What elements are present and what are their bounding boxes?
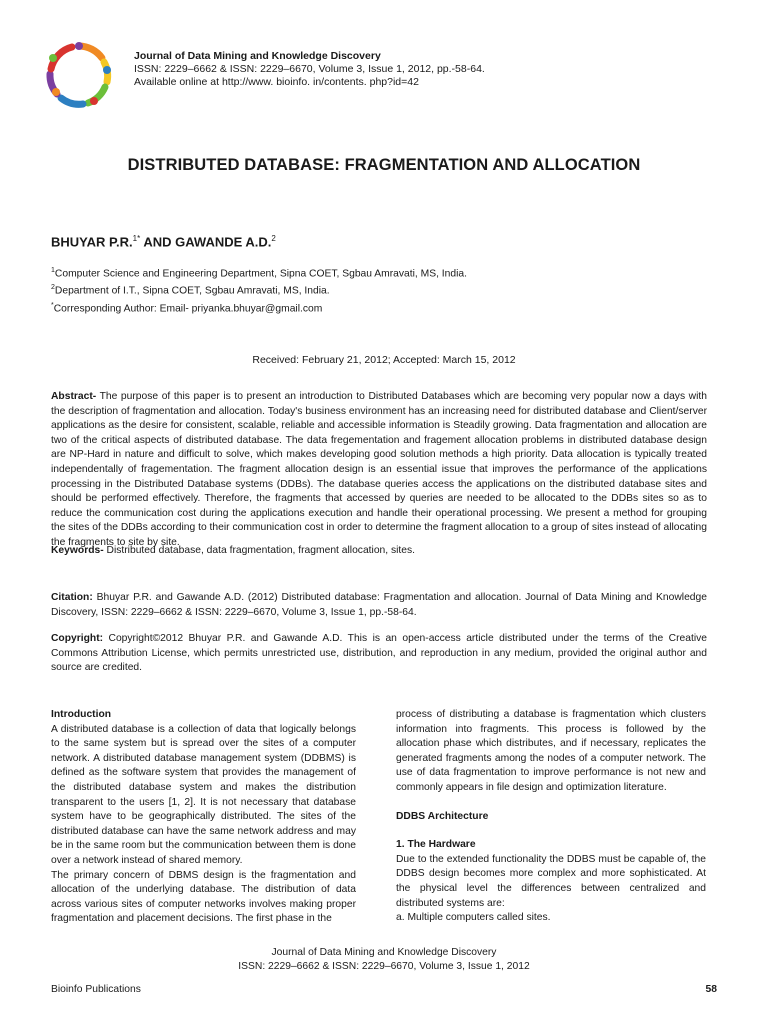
introduction-paragraph-1: A distributed database is a collection of data that logically belongs to the same system but is spread over the sites of a computer network. A distributed database management system (DDBMS) is defined as the software system that provides the management of the distributed database system and makes the distribution transparent to the users [1, 2]. It is not necessary that database system have to be geographically distributed. The sites of the distributed database can have the same network address and may be in the same room but the communication between them is done over a network instead of shared memory. xyxy=(51,723,356,866)
keywords xyxy=(51,544,707,559)
journal-name: Journal of Data Mining and Knowledge Discovery xyxy=(134,50,381,62)
left-column xyxy=(51,708,356,927)
affiliation-1-text: Computer Science and Engineering Department, Sipna COET, Sgbau Amravati, MS, India. xyxy=(54,268,467,280)
journal-logo xyxy=(44,40,114,110)
received-dates: Received: February 21, 2012; Accepted: March 15, 2012 xyxy=(252,354,516,366)
hardware-subheading: 1. The Hardware xyxy=(396,839,476,851)
affiliations xyxy=(51,264,467,316)
introduction-heading: Introduction xyxy=(51,709,112,720)
paper-title: DISTRIBUTED DATABASE: FRAGMENTATION AND ALLOCATION xyxy=(127,156,641,174)
journal-header xyxy=(134,50,734,89)
hardware-paragraph: Due to the extended functionality the DDBS must be capable of, the DDBS design becomes more complex and more sophisticated. At the physical level the differences between centralized and distributed systems are: xyxy=(396,853,706,909)
keywords-label: Keywords- xyxy=(51,545,104,556)
ddbs-architecture-heading: DDBS Architecture xyxy=(396,810,489,822)
corresponding-author xyxy=(51,299,467,316)
author-2-sup: 2 xyxy=(271,234,276,243)
right-column xyxy=(396,708,706,926)
list-item-a: a. Multiple computers called sites. xyxy=(396,912,551,924)
journal-issn: ISSN: 2229–6662 & ISSN: 2229–6670, Volume 3, Issue 1, 2012, pp.-58-64. xyxy=(134,63,485,75)
authors-and: AND xyxy=(140,234,176,250)
authors xyxy=(51,234,276,249)
abstract xyxy=(51,390,707,551)
author-2: GAWANDE A.D. xyxy=(175,234,272,250)
introduction-paragraph-2: The primary concern of DBMS design is the fragmentation and allocation of the underlying database. The distribution of data across various sites of computer networks involves making proper fragmentation and placement decisions. The first phase in the xyxy=(51,869,356,925)
footer-journal-name: Journal of Data Mining and Knowledge Discovery xyxy=(271,947,497,958)
affiliation-1 xyxy=(51,264,467,281)
citation-text: Bhuyar P.R. and Gawande A.D. (2012) Distributed database: Fragmentation and allocation. Journal of Data Mining and Knowledge Discovery, ISSN: 2229–6662 & ISSN: 2229–6670, Volume 3, Issue 1, pp.-58-64. xyxy=(51,592,707,618)
affiliation-2-sup: 2 xyxy=(51,284,55,292)
abstract-text: The purpose of this paper is to present an introduction to Distributed Databases which are becoming very popular now a days with the description of fragmentation and allocation. Today's business environment has an increasing need for distributed database and Client/server applications as the desire for consistent, scalable, reliable and accessible information is Steadily growing. Data fragmentation and allocation are two of the critical aspects of distributed database. The data fregementation and fragement allocation problems in distributed database design are NP-Hard in nature and difficult to solve, which makes developing good solution methods a high priority. Data allocation is typically treated independentally of fragementation. The fragment allocation design is an essential issue that improves the performance of the applications processing in the Distributed Database systems (DDBs). The database queries access the applications on the distributed database sites and should be performed effectively. Therefore, the fragments that accessed by queries are needed to be allocated to the DDBs sites so as to reduce the communication cost during the applications execution and handle their operational processing. We present a method for grouping the sites of the DDBs according to their communication cost in order to determine the fragment allocation to a group of sites instead of allocating the fragments to site by site. xyxy=(51,391,707,548)
journal-online-link[interactable]: Available online at http://www. bioinfo. in/contents. php?id=42 xyxy=(134,76,419,88)
publisher: Bioinfo Publications xyxy=(51,984,141,995)
affiliation-2-text: Department of I.T., Sipna COET, Sgbau Amravati, MS, India. xyxy=(54,285,330,297)
affiliation-2 xyxy=(51,281,467,298)
copyright xyxy=(51,632,707,676)
corresponding-sup: * xyxy=(51,301,54,309)
abstract-label: Abstract- xyxy=(51,391,97,402)
citation-label: Citation: xyxy=(51,592,93,603)
corresponding-text: Corresponding Author: Email- priyanka.bhuyar@gmail.com xyxy=(53,303,323,315)
copyright-label: Copyright: xyxy=(51,633,104,644)
citation xyxy=(51,591,707,620)
author-1-sup: 1* xyxy=(132,234,141,243)
author-1: BHUYAR P.R. xyxy=(51,234,133,250)
page-number: 58 xyxy=(705,984,717,995)
footer-issn: ISSN: 2229–6662 & ISSN: 2229–6670, Volume 3, Issue 1, 2012 xyxy=(238,961,530,972)
right-paragraph-1: process of distributing a database is fragmentation which clusters information into fragments. This process is followed by the allocation phase which distributes, and if necessary, replicates the generated fragments among the nodes of a computer network. The use of data fragmentation to improve performance is not new and commonly appears in file design and optimization literature. xyxy=(396,709,706,793)
affiliation-1-sup: 1 xyxy=(51,267,55,274)
footer-journal xyxy=(0,946,768,974)
copyright-text: Copyright©2012 Bhuyar P.R. and Gawande A.D. This is an open-access article distributed under the terms of the Creative Commons Attribution License, which permits unrestricted use, distribution, and reproduction in any medium, provided the original author and source are credited. xyxy=(51,633,707,674)
keywords-text: Distributed database, data fragmentation, fragment allocation, sites. xyxy=(103,545,416,556)
